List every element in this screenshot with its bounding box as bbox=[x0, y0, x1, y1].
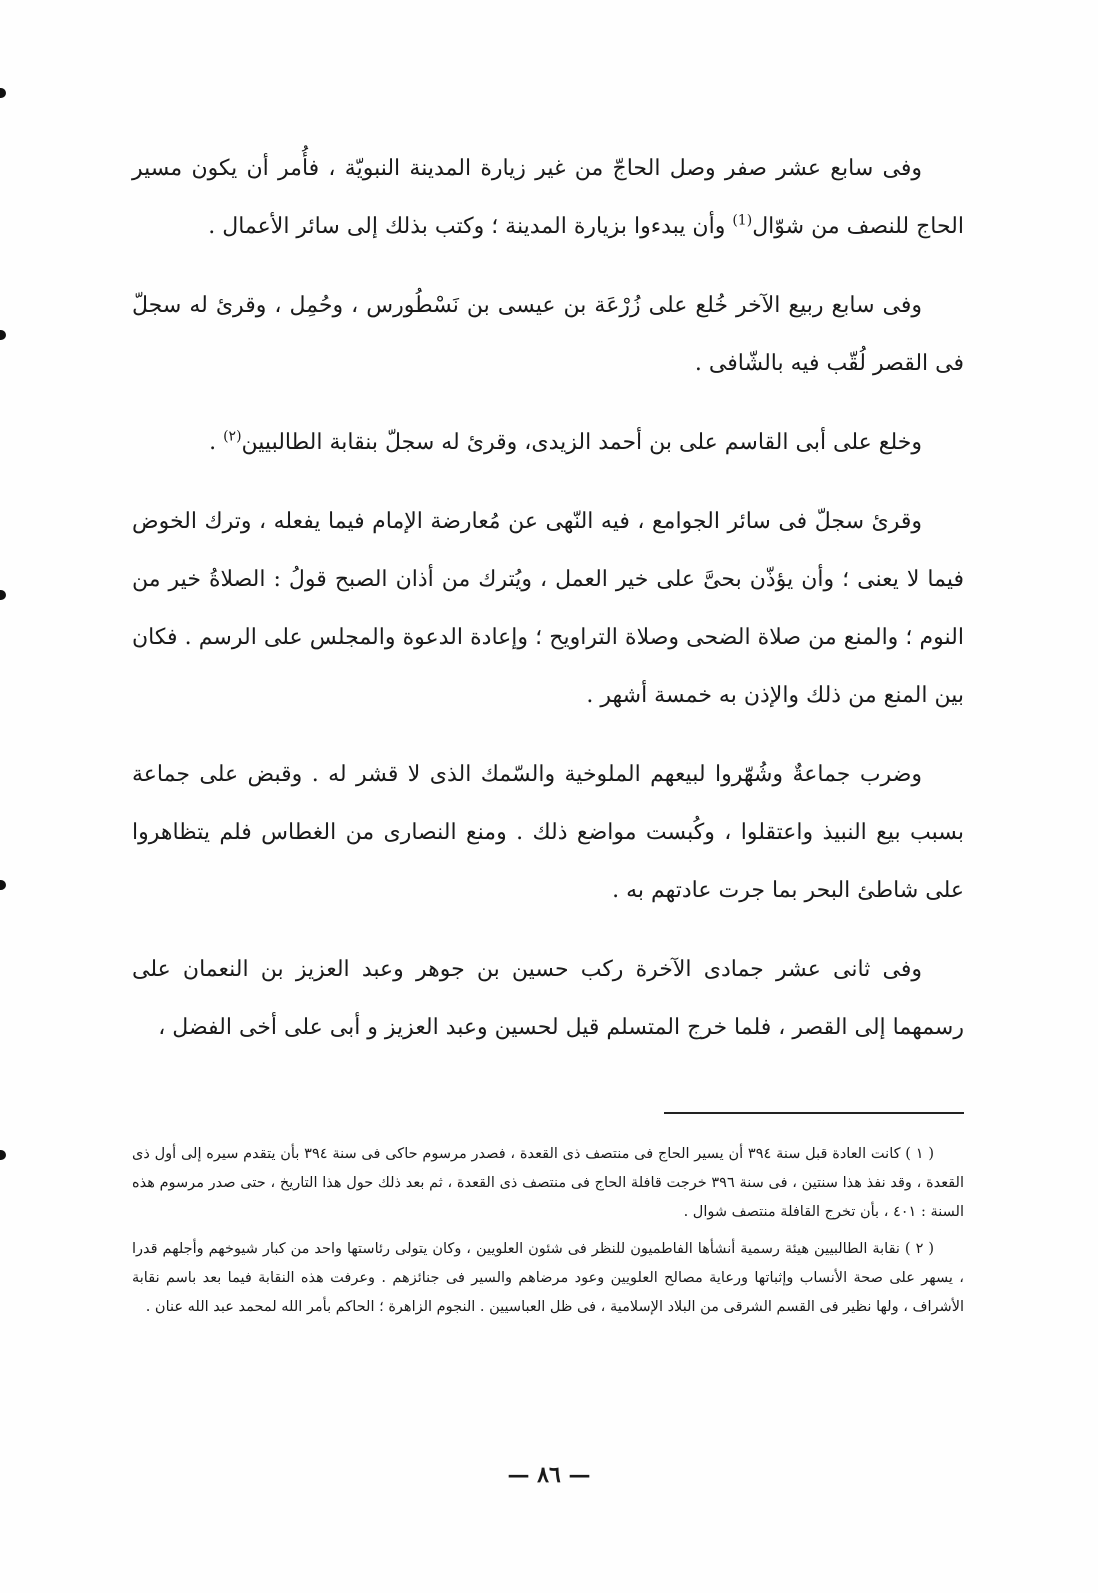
paragraph-6: وفى ثانى عشر جمادى الآخرة ركب حسين بن جوهر وعبد العزيز بن النعمان على رسمهما إلى القصر ، فلما خرج المتسلم قيل لحسين وعبد العزيز و أبى على أخى الفضل ، bbox=[132, 957, 964, 1040]
page-number: — ٨٦ — bbox=[507, 1462, 591, 1488]
main-text bbox=[132, 140, 964, 1078]
paragraph-1 bbox=[132, 140, 964, 256]
footnote-1: ( ١ ) كانت العادة قبل سنة ٣٩٤ أن يسير الحاج فى منتصف ذى القعدة ، فصدر مرسوم حاكى فى سنة ٣٩٤ بأن يتقدم سيره إلى أول ذى القعدة ، وقد نفذ هذا سنتين ، فى سنة ٣٩٦ خرجت قافلة الحاج فى منتصف ذى القعدة ، ثم بعد ذلك حول هذا التاريخ ، حتى صدر مرسوم هذه السنة : ٤٠١ ، بأن تخرج القافلة منتصف شوال . bbox=[132, 1146, 964, 1220]
binding-hole-mark bbox=[0, 590, 6, 600]
paragraph-3-end: . bbox=[209, 430, 224, 455]
footnote-separator bbox=[664, 1112, 964, 1114]
paragraph-2: وفى سابع ربيع الآخر خُلع على زُرْعَة بن عيسى بن نَسْطُورس ، وحُمِل ، وقرئ له سجلّ فى القصر لُقّب فيه بالشّافى . bbox=[132, 293, 964, 376]
binding-hole-mark bbox=[0, 88, 6, 98]
footnotes bbox=[132, 1140, 964, 1330]
binding-hole-mark bbox=[0, 330, 6, 340]
paragraph-4: وقرئ سجلّ فى سائر الجوامع ، فيه النّهى عن مُعارضة الإمام فيما يفعله ، وترك الخوض فيما لا يعنى ؛ وأن يؤذّن بحىَّ على خير العمل ، ويُترك من أذان الصبح قولُ : الصلاةُ خير من النوم ؛ والمنع من صلاة الضحى وصلاة التراويح ؛ وإعادة الدعوة والمجلس على الرسم . فكان بين المنع من ذلك والإذن به خمسة أشهر . bbox=[132, 509, 964, 708]
paragraph-3 bbox=[132, 414, 964, 472]
paragraph-1-text: وفى سابع عشر صفر وصل الحاجّ من غير زيارة المدينة النبويّة ، فأُمر أن يكون مسير الحاج للنصف من شوّال bbox=[132, 156, 964, 239]
paragraph-5: وضرب جماعةٌ وشُهّروا لبيعهم الملوخية والسّمك الذى لا قشر له . وقبض على جماعة بسبب بيع النبيذ واعتقلوا ، وكُبست مواضع ذلك . ومنع النصارى من الغطاس فلم يتظاهروا على شاطئ البحر بما جرت عادتهم به . bbox=[132, 762, 964, 903]
binding-hole-mark bbox=[0, 1150, 6, 1160]
binding-hole-mark bbox=[0, 880, 6, 890]
paragraph-3-text: وخلع على أبى القاسم على بن أحمد الزيدى، وقرئ له سجلّ بنقابة الطالبيين bbox=[241, 430, 922, 455]
footnote-ref-2: (٢) bbox=[223, 428, 242, 445]
footnote-ref-1: (1) bbox=[732, 212, 753, 229]
footnote-2: ( ٢ ) نقابة الطالبيين هيئة رسمية أنشأها الفاطميون للنظر فى شئون العلويين ، وكان يتولى رئاستها واحد من كبار شيوخهم وأجلهم قدرا ، يسهر على صحة الأنساب وإثباتها ورعاية مصالح العلويين وعود مرضاهم والسير فى جنائزهم . وعرفت هذه النقابة فيما بعد باسم نقابة الأشراف ، ولها نظير فى القسم الشرقى من البلاد الإسلامية ، فى ظل العباسيين . النجوم الزاهرة ؛ الحاكم بأمر الله لمحمد عبد الله عنان . bbox=[132, 1241, 964, 1315]
paragraph-1-continuation: وأن يبدءوا بزيارة المدينة ؛ وكتب بذلك إلى سائر الأعمال . bbox=[208, 214, 733, 239]
